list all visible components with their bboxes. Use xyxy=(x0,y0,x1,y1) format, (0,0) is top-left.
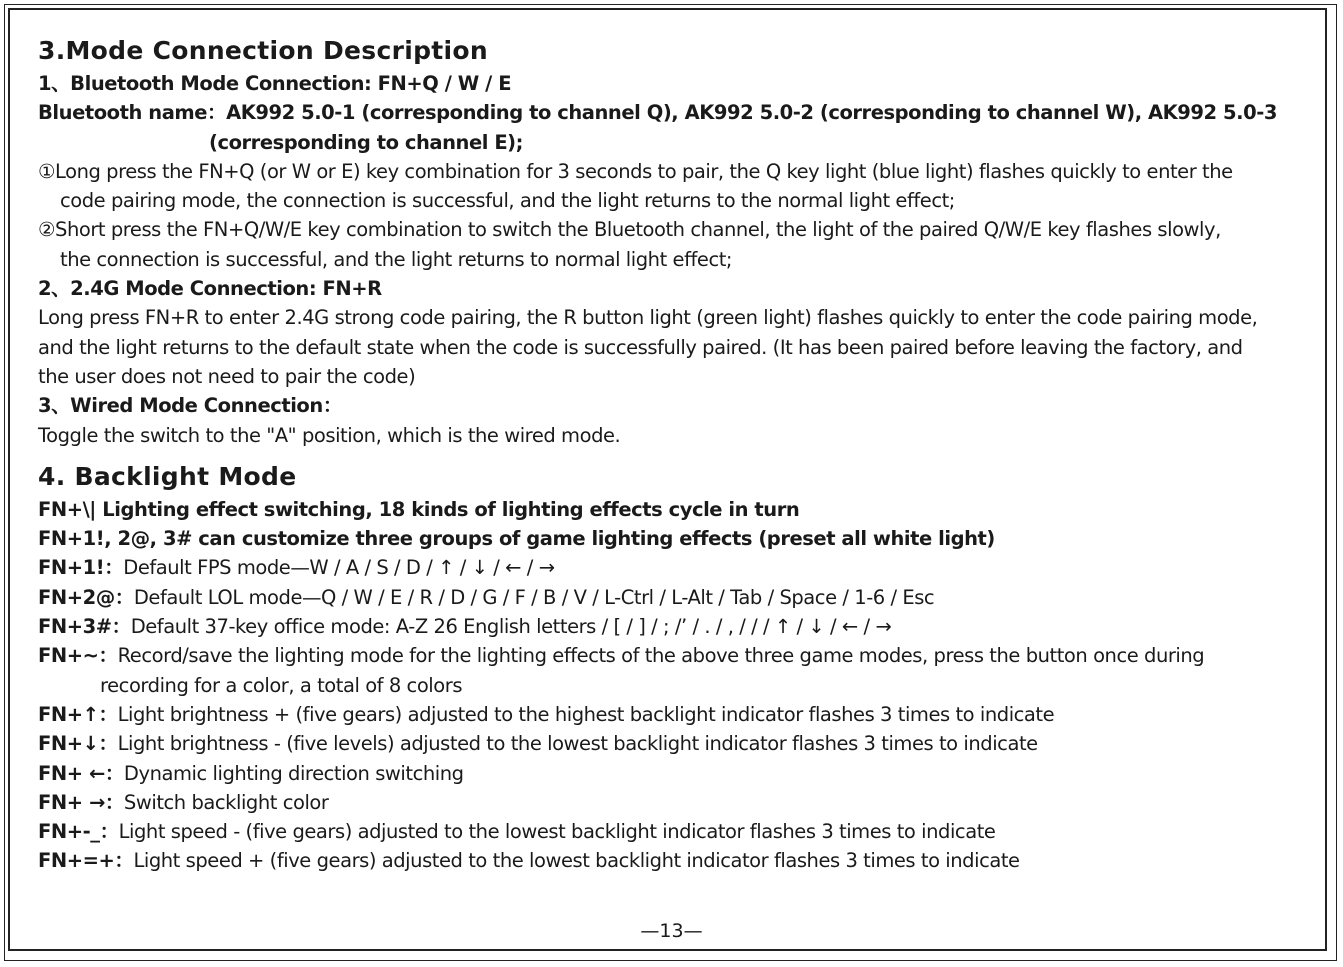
section-title-mode-connection: 3.Mode Connection Description xyxy=(38,36,488,65)
key-description: Dynamic lighting direction switching xyxy=(123,761,464,785)
manual-page-content xyxy=(38,33,1308,876)
key-description: Light brightness + (five gears) adjusted to the highest backlight indicator flashes 3 times to indicate xyxy=(117,702,1055,726)
key-combo: FN+=+： xyxy=(38,849,134,873)
key-description: Light brightness - (five levels) adjusted to the lowest backlight indicator flashes 3 times to indicate xyxy=(117,732,1038,756)
key-combo: FN+-_： xyxy=(38,820,119,844)
key-combo: FN+ ←： xyxy=(38,761,124,785)
wired-line-1: Toggle the switch to the "A" position, which is the wired mode. xyxy=(38,423,621,447)
bluetooth-step-1-line-1: ①Long press the FN+Q (or W or E) key combination for 3 seconds to pair, the Q key light (blue light) flashes quickly to enter the xyxy=(38,159,1233,183)
key-combo: FN+~： xyxy=(38,644,118,668)
bluetooth-heading: 1、Bluetooth Mode Connection: FN+Q / W / E xyxy=(38,72,512,95)
key-item-fn-minus xyxy=(38,817,1308,846)
key-combo: FN+1!： xyxy=(38,556,124,580)
key-description: Default FPS mode—W / A / S / D / ↑ / ↓ / ← / → xyxy=(123,556,555,580)
backlight-customize-line: FN+1!, 2@, 3# can customize three groups of game lighting effects (preset all white light) xyxy=(38,527,995,551)
section-title-backlight-mode: 4. Backlight Mode xyxy=(38,461,297,491)
bluetooth-name-line-2: (corresponding to channel E); xyxy=(209,130,523,154)
key-item-fn-right xyxy=(38,788,1308,817)
backlight-effect-switch-line: FN+\| Lighting effect switching, 18 kinds of lighting effects cycle in turn xyxy=(38,497,800,521)
key-combo: FN+3#： xyxy=(38,615,131,639)
page-number: —13— xyxy=(640,920,703,942)
g24-heading: 2、2.4G Mode Connection: FN+R xyxy=(38,277,382,301)
key-item-fn-plus xyxy=(38,846,1308,875)
key-description: Switch backlight color xyxy=(123,790,329,814)
key-description: Default LOL mode—Q / W / E / R / D / G / F / B / V / L-Ctrl / L-Alt / Tab / Space / 1-6 / Esc xyxy=(133,585,935,609)
key-combo: FN+↓： xyxy=(38,732,118,756)
key-item-fn-3 xyxy=(38,612,1308,641)
key-item-fn-down xyxy=(38,729,1308,758)
bluetooth-step-2-line-2: the connection is successful, and the light returns to normal light effect; xyxy=(60,247,733,271)
key-description: Light speed + (five gears) adjusted to the lowest backlight indicator flashes 3 times to indicate xyxy=(133,849,1020,873)
key-combo: FN+ →： xyxy=(38,790,124,814)
wired-heading: 3、Wired Mode Connection： xyxy=(38,394,342,418)
g24-line-3: the user does not need to pair the code) xyxy=(38,364,416,388)
bluetooth-step-1-line-2: code pairing mode, the connection is successful, and the light returns to the normal light effect; xyxy=(60,189,955,213)
key-item-fn-2 xyxy=(38,583,1308,612)
key-item-fn-up xyxy=(38,700,1308,729)
key-description: Light speed - (five gears) adjusted to the lowest backlight indicator flashes 3 times to indicate xyxy=(118,820,996,844)
key-item-fn-tilde xyxy=(38,641,1308,670)
key-description: Default 37-key office mode: A-Z 26 English letters / [ / ] / ; /’ / . / , / / / ↑ / ↓ / ← / → xyxy=(130,615,892,639)
g24-line-1: Long press FN+R to enter 2.4G strong code pairing, the R button light (green light) flashes quickly to enter the code pairing mode, xyxy=(38,306,1258,330)
key-description: Record/save the lighting mode for the lighting effects of the above three game modes, press the button once during xyxy=(117,644,1205,668)
key-item-fn-1 xyxy=(38,553,1308,582)
g24-line-2: and the light returns to the default state when the code is successfully paired. (It has been paired before leaving the factory, and xyxy=(38,335,1243,359)
key-combo: FN+2@： xyxy=(38,585,134,609)
key-combo: FN+↑： xyxy=(38,702,118,726)
bluetooth-name-line-1: Bluetooth name：AK992 5.0-1 (corresponding to channel Q), AK992 5.0-2 (corresponding to channel W), AK992 5.0-3 xyxy=(38,101,1277,125)
key-item-fn-tilde-continuation: recording for a color, a total of 8 colors xyxy=(100,673,463,697)
bluetooth-step-2-line-1: ②Short press the FN+Q/W/E key combination to switch the Bluetooth channel, the light of the paired Q/W/E key flashes slowly, xyxy=(38,218,1221,242)
key-item-fn-left xyxy=(38,759,1308,788)
